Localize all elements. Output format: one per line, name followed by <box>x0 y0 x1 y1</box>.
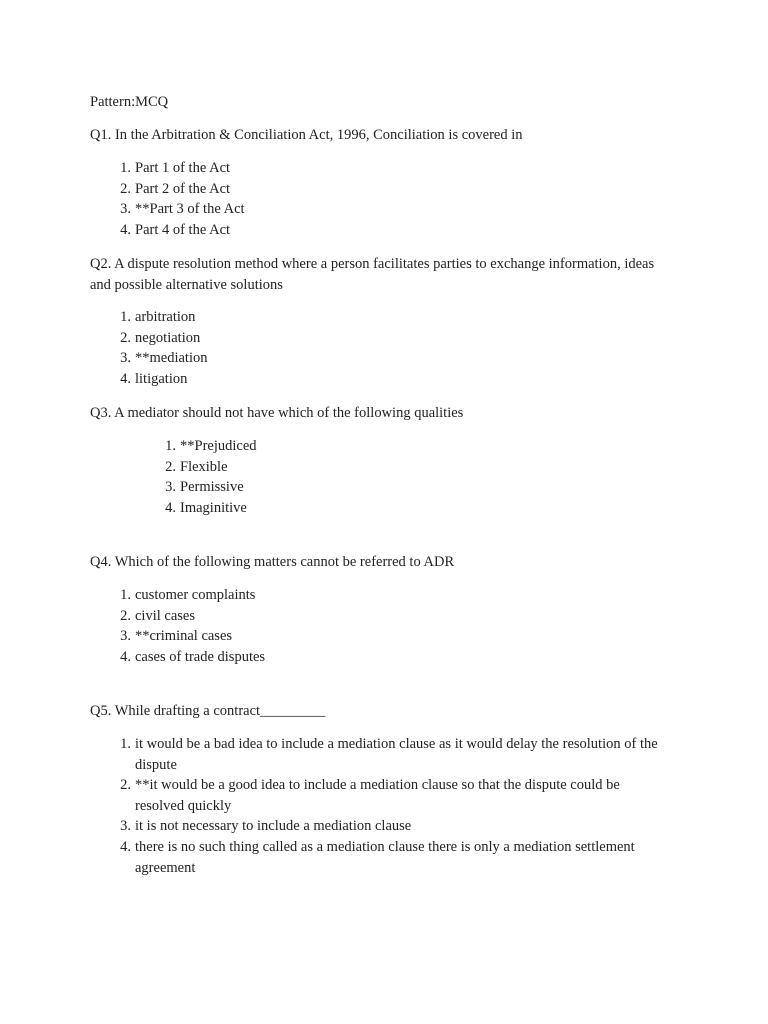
option-text: it is not necessary to include a mediation clause <box>135 818 412 835</box>
option-text: it would be a bad idea to include a mediation clause as it would delay the resolution of the dispute <box>135 736 658 773</box>
option-text: litigation <box>135 370 188 387</box>
option-item: 3. **Part 3 of the Act <box>120 201 245 218</box>
option-item: 2. Flexible <box>165 458 228 475</box>
option-item: 4. there is no such thing called as a mediation clause there is only a mediation settlement agreement <box>120 838 635 876</box>
option-text: negotiation <box>135 329 201 346</box>
option-item: 4. Imaginitive <box>165 499 247 516</box>
question-3: Q3. A mediator should not have which of the following qualities <box>90 405 464 421</box>
option-item: 4. cases of trade disputes <box>120 648 266 665</box>
option-item: 2. Part 2 of the Act <box>120 180 231 197</box>
question-5: Q5. While drafting a contract_________ <box>90 703 326 719</box>
option-text: Permissive <box>180 479 244 496</box>
option-text: customer complaints <box>135 587 256 603</box>
option-text: Flexible <box>180 458 228 475</box>
option-text: Imaginitive <box>180 499 247 516</box>
question-3-options <box>165 436 660 518</box>
option-item: 1. Part 1 of the Act <box>120 160 231 176</box>
question-4-options <box>120 585 665 667</box>
option-item: 1. arbitration <box>120 309 196 325</box>
option-item: 2. negotiation <box>120 329 201 346</box>
option-item: 3. **criminal cases <box>120 628 233 645</box>
option-item: 3. **mediation <box>120 350 208 367</box>
question-1: Q1. In the Arbitration & Conciliation Act, 1996, Conciliation is covered in <box>90 127 523 143</box>
option-text: **it would be a good idea to include a mediation clause so that the dispute could be resolved quickly <box>135 777 620 814</box>
option-item: 2. civil cases <box>120 607 195 624</box>
option-item: 3. it is not necessary to include a mediation clause <box>120 818 412 835</box>
option-text: civil cases <box>135 607 195 624</box>
option-text: **criminal cases <box>135 628 233 645</box>
option-text: **Part 3 of the Act <box>135 201 245 218</box>
option-item: 1. it would be a bad idea to include a mediation clause as it would delay the resolution of the dispute <box>120 736 658 773</box>
option-item: 1. **Prejudiced <box>165 438 257 454</box>
option-text: arbitration <box>135 309 196 325</box>
option-item: 3. Permissive <box>165 479 244 496</box>
option-text: Part 2 of the Act <box>135 180 231 197</box>
option-item: 2. **it would be a good idea to include a mediation clause so that the dispute could be resolved quickly <box>120 777 620 814</box>
option-item: 1. customer complaints <box>120 587 256 603</box>
option-text: Part 4 of the Act <box>135 221 231 238</box>
pattern-label: Pattern:MCQ <box>90 94 169 110</box>
option-text: cases of trade disputes <box>135 648 266 665</box>
option-item: 4. litigation <box>120 370 188 387</box>
option-item: 4. Part 4 of the Act <box>120 221 231 238</box>
question-2: Q2. A dispute resolution method where a person facilitates parties to exchange information, ideas and possible alternative solutions <box>90 256 655 293</box>
option-text: there is no such thing called as a mediation clause there is only a mediation settlement agreement <box>135 838 635 876</box>
option-text: Part 1 of the Act <box>135 160 231 176</box>
option-text: **mediation <box>135 350 208 367</box>
question-5-options <box>120 734 665 878</box>
option-text: **Prejudiced <box>180 438 257 454</box>
question-1-options <box>120 158 665 240</box>
question-2-options <box>120 307 665 389</box>
question-4: Q4. Which of the following matters cannot be referred to ADR <box>90 554 455 570</box>
